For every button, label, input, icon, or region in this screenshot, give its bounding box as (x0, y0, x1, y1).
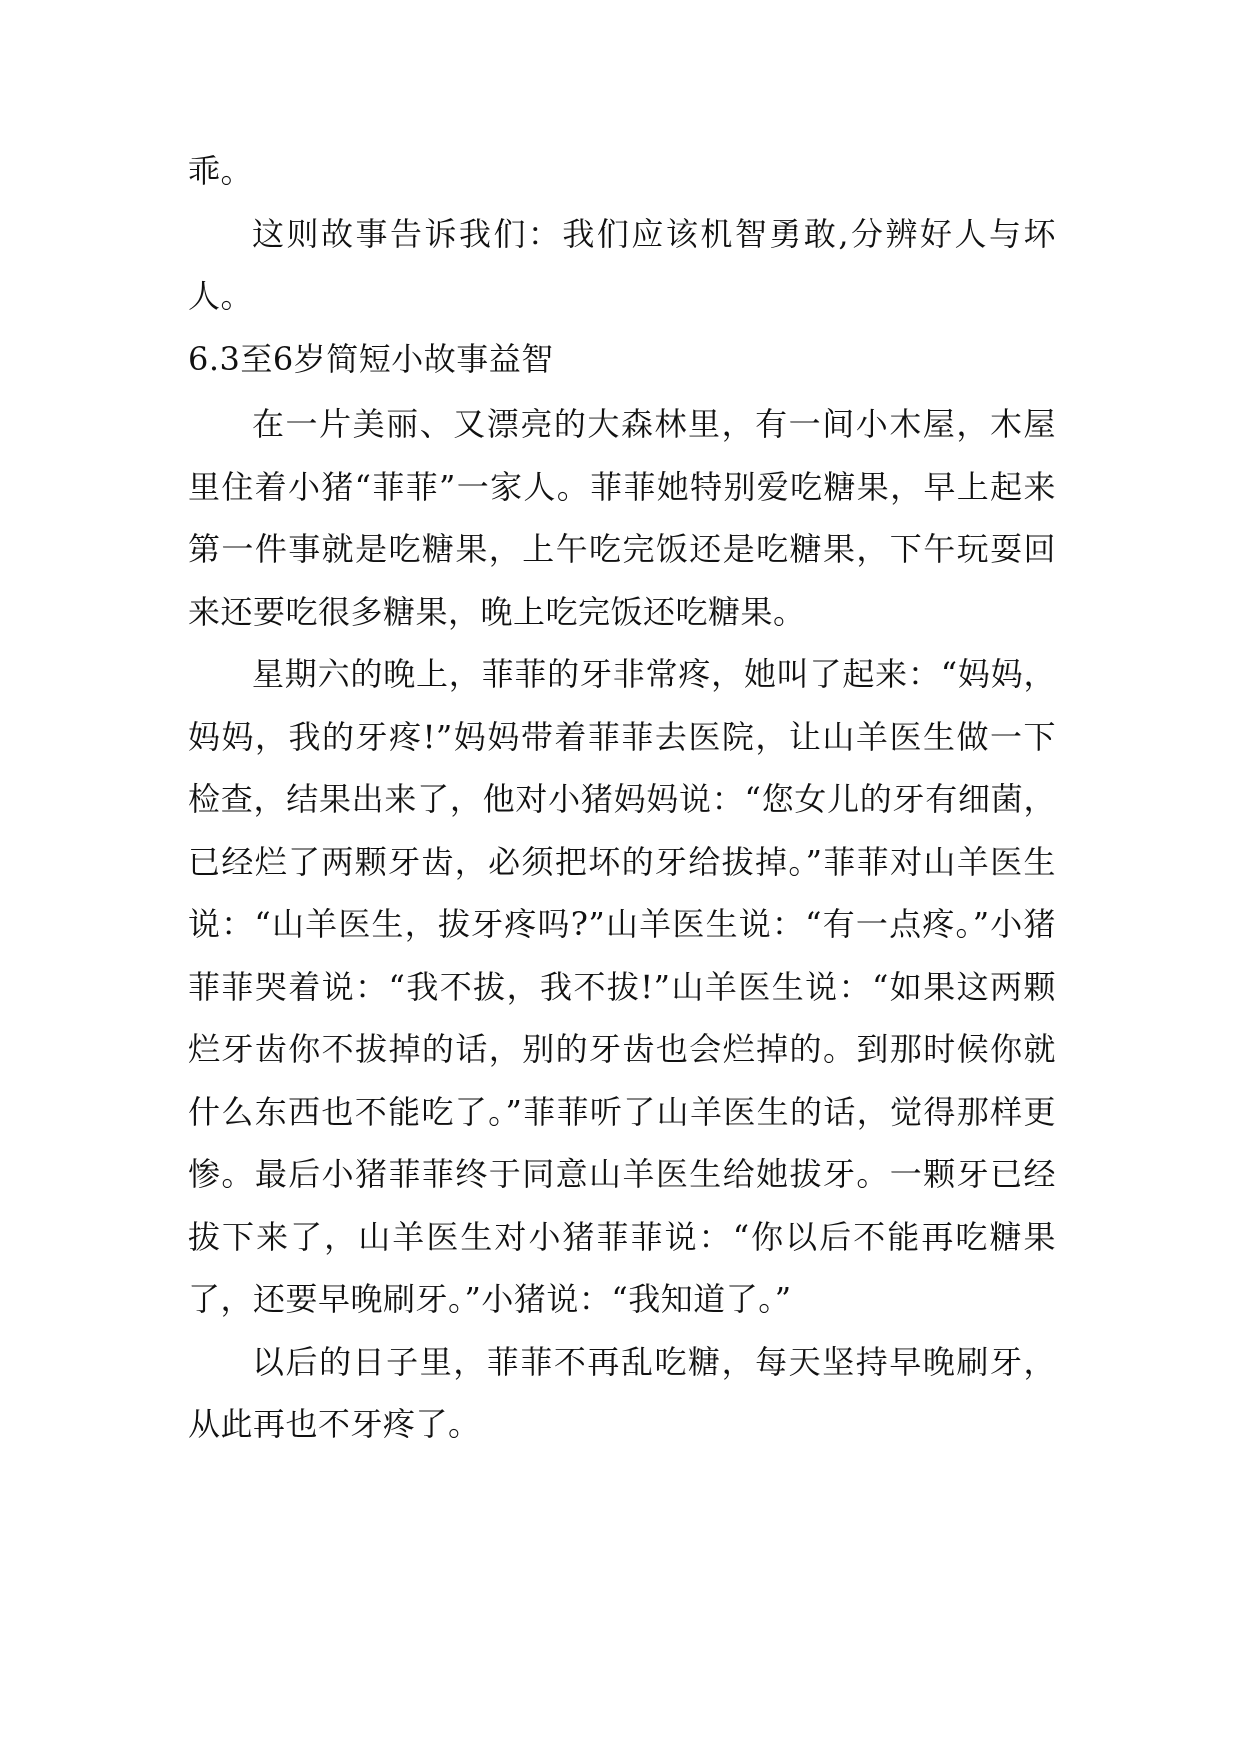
section-heading: 6.3至6岁简短小故事益智 (188, 339, 554, 378)
paragraph-fragment: 乖。 (188, 152, 254, 190)
story-paragraph: 星期六的晚上，菲菲的牙非常疼，她叫了起来：“妈妈，妈妈，我的牙疼!”妈妈带着菲菲去医院，让山羊医生做一下检查，结果出来了，他对小猪妈妈说：“您女儿的牙有细菌，已经烂了两颗牙齿，必须把坏的牙给拔掉。”菲菲对山羊医生说：“山羊医生，拔牙疼吗?”山羊医生说：“有一点疼。”小猪菲菲哭着说：“我不拔，我不拔!”山羊医生说：“如果这两颗烂牙齿你不拔掉的话，别的牙齿也会烂掉的。到那时候你就什么东西也不能吃了。”菲菲听了山羊医生的话，觉得那样更惨。最后小猪菲菲终于同意山羊医生给她拔牙。一颗牙已经拔下来了，山羊医生对小猪菲菲说：“你以后不能再吃糖果了，还要早晚刷牙。”小猪说：“我知道了。” (188, 655, 1056, 1318)
story-section (188, 393, 1056, 1456)
top-section (188, 140, 1056, 390)
story-paragraph: 在一片美丽、又漂亮的大森林里，有一间小木屋，木屋里住着小猪“菲菲”一家人。菲菲她特别爱吃糖果，早上起来第一件事就是吃糖果，上午吃完饭还是吃糖果，下午玩耍回来还要吃很多糖果，晚上吃完饭还吃糖果。 (188, 405, 1056, 631)
moral-paragraph: 这则故事告诉我们：我们应该机智勇敢,分辨好人与坏人。 (188, 214, 1056, 315)
story-paragraph: 以后的日子里，菲菲不再乱吃糖，每天坚持早晚刷牙，从此再也不牙疼了。 (188, 1342, 1056, 1443)
